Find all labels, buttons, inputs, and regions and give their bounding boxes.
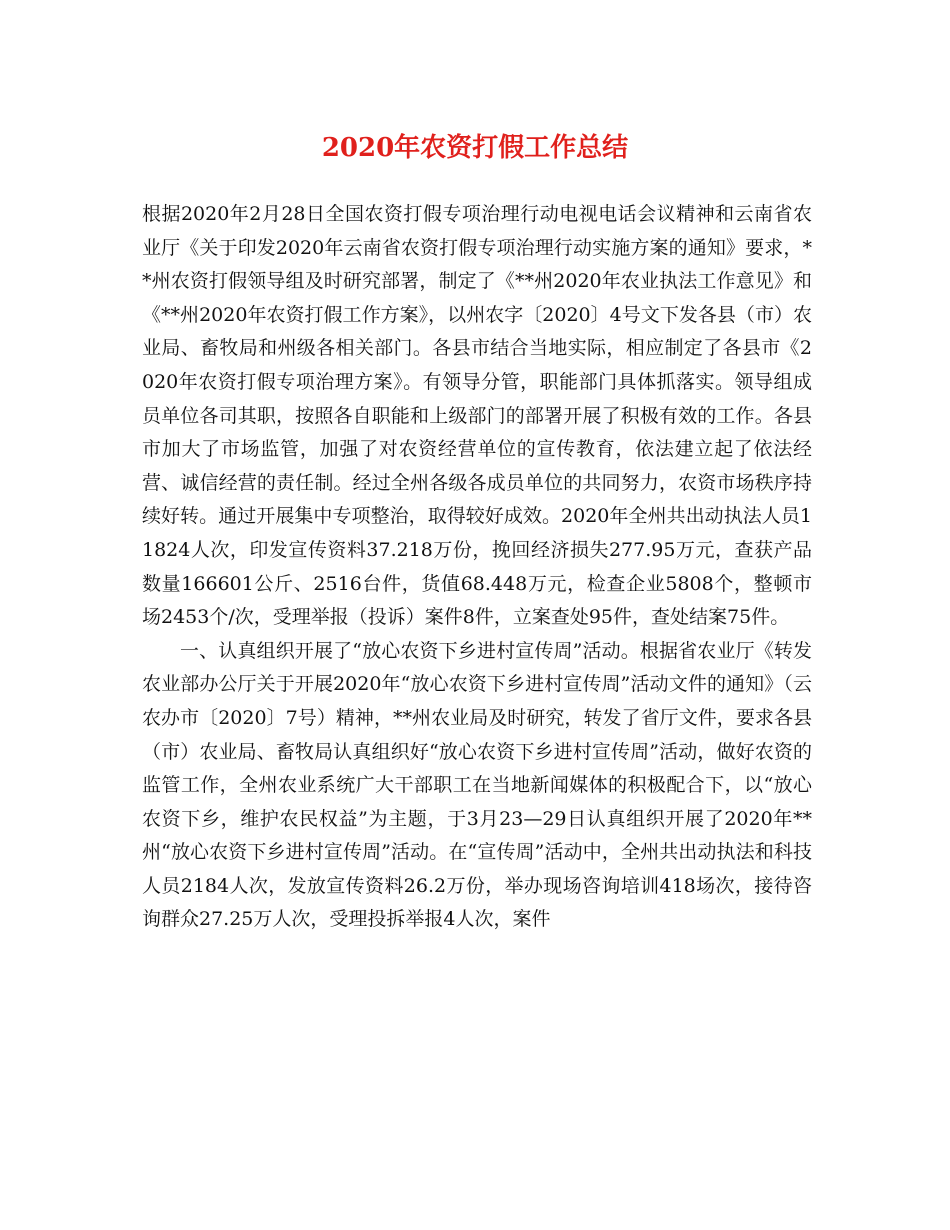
document-title: 2020年农资打假工作总结 (321, 133, 629, 163)
paragraph-section-1: 一、认真组织开展了“放心农资下乡进村宣传周”活动。根据省农业厅《转发农业部办公厅关于开展2020年“放心农资下乡进村宣传周”活动文件的通知》（云农办市〔2020〕7号）精神，**州农业局及时研究，转发了省厅文件，要求各县（市）农业局、畜牧局认真组织好“放心农资下乡进村宣传周”活动，做好农资的监管工作，全州农业系统广大干部职工在当地新闻媒体的积极配合下，以“放心农资下乡，维护农民权益”为主题，于3月23—29日认真组织开展了2020年**州“放心农资下乡进村宣传周”活动。在“宣传周”活动中，全州共出动执法和科技人员2184人次，发放宣传资料26.2万份，举办现场咨询培训418场次，接待咨询群众27.25万人次，受理投拆举报4人次，案件 (142, 639, 812, 931)
document-body (142, 198, 812, 937)
paragraph-intro: 根据2020年2月28日全国农资打假专项治理行动电视电话会议精神和云南省农业厅《关于印发2020年云南省农资打假专项治理行动实施方案的通知》要求，**州农资打假领导组及时研究部署，制定了《**州2020年农业执法工作意见》和《**州2020年农资打假工作方案》，以州农字〔2020〕4号文下发各县（市）农业局、畜牧局和州级各相关部门。各县市结合当地实际，相应制定了各县市《2020年农资打假专项治理方案》。有领导分管，职能部门具体抓落实。领导组成员单位各司其职，按照各自职能和上级部门的部署开展了积极有效的工作。各县市加大了市场监管，加强了对农资经营单位的宣传教育，依法建立起了依法经营、诚信经营的责任制。经过全州各级各成员单位的共同努力，农资市场秩序持续好转。通过开展集中专项整治，取得较好成效。2020年全州共出动执法人员11824人次，印发宣传资料37.218万份，挽回经济损失277.95万元，查获产品数量166601公斤、2516台件，货值68.448万元，检查企业5808个，整顿市场2453个/次，受理举报（投诉）案件8件，立案查处95件，查处结案75件。 (142, 203, 812, 629)
